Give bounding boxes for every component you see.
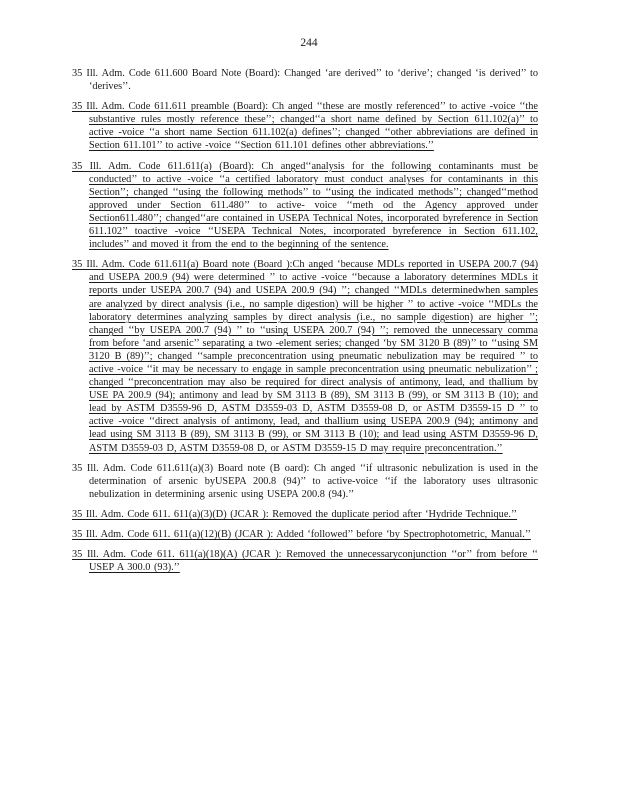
entry-text: Ch anged‘‘analysis for the following contaminants must be conducted’’ to active -voice ‘‘a certified laboratory must conduct analyses for contaminants in this Section’’; changed ‘‘using the following methods’’ to ‘‘using the indicated methods’’; changed‘‘method approved under Section 611.480’’ to active- voice ‘‘meth od the Agency approved under Section611.480’’; changed‘‘are contained in USEPA Technical Notes, incorporated byreference in Section 611.102’’ toactive -voice ‘‘USEPA Technical Notes, incorporated byreference in Section 611.102, includes’’ and moved it from the end to the beginning of the sentence. — [89, 160, 538, 251]
entry-citation: 35 Ill. Adm. Code 611.611(a) (Board): — [72, 160, 255, 172]
entry-citation: 35 Ill. Adm. Code 611. 611(a)(3)(D) (JCAR ): — [72, 508, 269, 520]
entry-text: Removed the duplicate period after ‘Hydride Technique.’’ — [268, 508, 518, 520]
revision-note-611-611-a-3-d — [72, 508, 538, 521]
entry-text: Ch anged ‘because MDLs reported in USEPA 200.7 (94) and USEPA 200.9 (94) were determined ’’ to active -voice ‘‘because a laboratory determines MDLs it reports under USEPA 200.7 (94) and USEPA 200.9 (94) ’’; changed ‘‘MDLs determinedwhen samples are analyzed by direct analysis (i.e., no sample digestion) will be higher ’’ to active -voice ‘‘MDLs the laboratory determines analyzing samples by direct analysis (i.e., no sample digestion) are higher ’’; changed ‘‘by USEPA 200.7 (94) ’’ to ‘‘using USEPA 200.7 (94) ’’; removed the unnecessary comma from before ‘and arsenic’’ separating a two -element series; changed ‘by SM 3120 B (89)’’ to ‘‘using SM 3120 B (89)’’; changed ‘‘sample preconcentration using pneumatic nebulization may be required ’’ to active -voice ‘‘it may be necessary to engage in sample preconcentration using pneumatic nebulization’’ ; changed ‘‘preconcentration may also be required for direct analysis of antimony, lead, and thallium by USE PA 200.9 (94); antimony and lead by SM 3113 B (89), SM 3113 B (99), or SM 3113 B (10); and lead by ASTM D3559-96 D, ASTM D3559-03 D, ASTM D3559-08 D, or ASTM D3559-15 D ’’ to active -voice ‘‘direct analysis of antimony, lead, and thallium using USEPA 200.9 (94); antimony and lead using SM 3113 B (89), SM 3113 B (99), or SM 3113 B (10); and lead using ASTM D3559-96 D, ASTM D3559-03 D, ASTM D3559-08 D, or ASTM D3559-15 D may require preconcentration.’’ — [89, 259, 539, 454]
entry-text: Ch anged ‘‘if ultrasonic nebulization is used in the determination of arsenic byUSEPA 200.8 (94)’’ to active-voice ‘‘if the laboratory uses ultrasonic nebulization in determining arsenic using USEPA 200.8 (94).’’ — [89, 462, 538, 500]
entry-citation: 35 Ill. Adm. Code 611. 611(a)(18)(A) (JCAR ): — [72, 549, 282, 561]
revision-note-611-600-board-note — [72, 67, 538, 93]
revision-note-611-611-a — [72, 160, 538, 252]
entry-text: Changed ‘are derived’’ to ‘derive’; changed ‘is derived’’ to ‘derives’’. — [89, 68, 538, 93]
entry-citation: 35 Ill. Adm. Code 611.611 preamble (Board): — [72, 101, 269, 113]
revision-note-611-611-a-12-b — [72, 528, 538, 541]
revision-note-611-611-preamble — [72, 100, 538, 152]
revision-note-611-611-a-3-board-note — [72, 462, 538, 501]
entry-text: Removed the unnecessaryconjunction ‘‘or’’ from before ‘‘ USEP A 300.0 (93).’’ — [89, 549, 538, 574]
revision-note-611-611-a-board-note — [72, 258, 538, 454]
entry-citation: 35 Ill. Adm. Code 611.611(a)(3) Board note (B oard): — [72, 462, 310, 474]
entry-citation: 35 Ill. Adm. Code 611.611(a) Board note (Board ): — [72, 259, 293, 271]
entry-text: Ch anged ‘‘these are mostly referenced’’ to active -voice ‘‘the substantive rules mostly reference these’’; changed‘‘a short name defined by Section 611.102(a)’’ to active -voice ‘‘a short name Section 611.102(a) defines’’; changed ‘‘other abbreviations are defined in Section 611.101’’ to active -voice ‘‘Section 611.101 defines other abbreviations.’’ — [89, 101, 538, 152]
page-number: 244 — [300, 37, 318, 49]
entry-text: Added ‘followed’’ before ‘by Spectrophotometric, Manual.’’ — [273, 529, 531, 540]
entry-citation: 35 Ill. Adm. Code 611. 611(a)(12)(B) (JCAR ): — [72, 529, 274, 540]
revision-note-611-611-a-18-a — [72, 548, 538, 574]
revision-notes-list — [72, 67, 538, 581]
entry-citation: 35 Ill. Adm. Code 611.600 Board Note (Board): — [72, 68, 281, 79]
